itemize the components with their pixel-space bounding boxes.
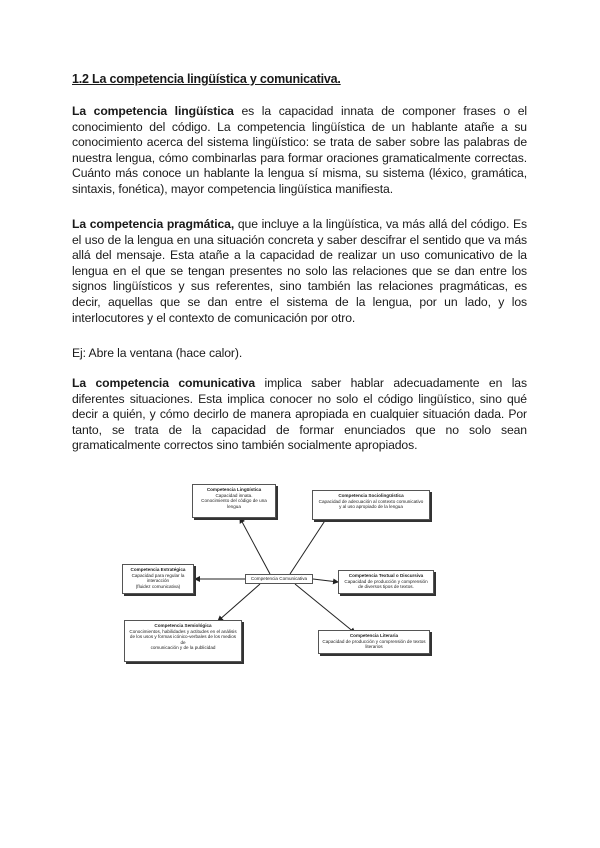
node-title: Competencia Lingüística [206, 487, 262, 492]
node-line: (fluidez comunicativa) [135, 583, 181, 589]
node-literaria [318, 630, 430, 654]
node-title: Competencia Estratégica [130, 567, 186, 572]
example-line: Ej: Abre la ventana (hace calor). [72, 346, 243, 360]
node-line: Conocimiento del código de una lengua [201, 498, 267, 509]
bold-term: La competencia comunicativa [72, 376, 256, 390]
node-estrategica [122, 564, 194, 594]
node-center-comunicativa: Competencia Comunicativa [245, 574, 313, 584]
node-line: Capacidad de producción y comprensión de diversos tipos de textos. [344, 578, 428, 590]
node-title: Competencia Literaria [349, 633, 399, 638]
node-line: y al uso apropiado de la lengua [339, 504, 403, 510]
node-line: Capacidad de producción y comprensión de textos literarios [322, 638, 426, 650]
arrow-to-sociolinguistica [290, 513, 330, 574]
node-linguistica [192, 484, 276, 518]
bold-term: La competencia pragmática, [72, 217, 235, 231]
paragraph-text: que incluye a la lingüística, va más allá del código. Es el uso de la lengua en una situación concreta y saber descifrar el sentido que va más allá del mensaje. Esta atañe a la capacidad de realizar un uso comunicativo de la lengua en el que se tengan presentes no solo las relaciones que se dan entre los signos lingüísticos y sus referentes, sino también las relaciones pragmáticas, es decir, aquellas que se dan entre el sistema de la lengua, por un lado, y los interlocutores y el contexto de comunicación por otro. [72, 217, 527, 325]
paragraph-text: implica saber hablar adecuadamente en las diferentes situaciones. Esta implica conocer no solo el código lingüístico, sino qué decir a quién, y cómo decirlo de manera apropiada en cualquier situación dada. Por tanto, se trata de la capacidad de formar enunciados que no solo sean gramaticalmente correctos sino también socialmente apropiados. [72, 376, 527, 453]
node-line: comunicación y de la publicidad [150, 645, 216, 651]
paragraph-linguistic-competence [72, 104, 527, 198]
paragraph-pragmatic-competence [72, 217, 527, 326]
node-textual [338, 570, 434, 594]
arrow-to-textual [313, 579, 338, 582]
node-sociolinguistica [312, 490, 430, 520]
node-title: Competencia Semiológica [154, 623, 212, 628]
node-semiologica [124, 620, 242, 662]
node-title: Competencia Sociolingüística [338, 493, 404, 498]
node-line: Capacidad para regular la interacción [131, 572, 185, 584]
arrow-to-linguistica [240, 518, 270, 574]
section-title: 1.2 La competencia lingüística y comunicativa. [72, 72, 341, 86]
node-line: Conocimientos, habilidades y actitudes en el análisis [129, 628, 237, 634]
arrow-to-semiologica [218, 584, 260, 621]
bold-term: La competencia lingüística [72, 104, 234, 118]
node-line: Capacidad innata. [215, 492, 253, 498]
competence-diagram [120, 478, 435, 668]
node-line: de los usos y formas icónico-verbales de los medios de [129, 634, 237, 645]
node-title: Competencia Textual o Discursiva [348, 573, 424, 578]
paragraph-text: es la capacidad innata de componer frases o el conocimiento del código. La competencia lingüística de un hablante atañe a su conocimiento acerca del sistema lingüístico: se trata de saber sobre las palabras de nuestra lengua, cómo combinarlas para formar oraciones gramaticalmente correctas. Cuánto más conoce un hablante la lengua sí misma, su sistema (léxico, gramática, sintaxis, fonética), mayor competencia lingüística manifiesta. [72, 104, 528, 196]
node-line: Capacidad de adecuación al contexto comunicativo [318, 498, 424, 504]
paragraph-communicative-competence [72, 376, 527, 454]
